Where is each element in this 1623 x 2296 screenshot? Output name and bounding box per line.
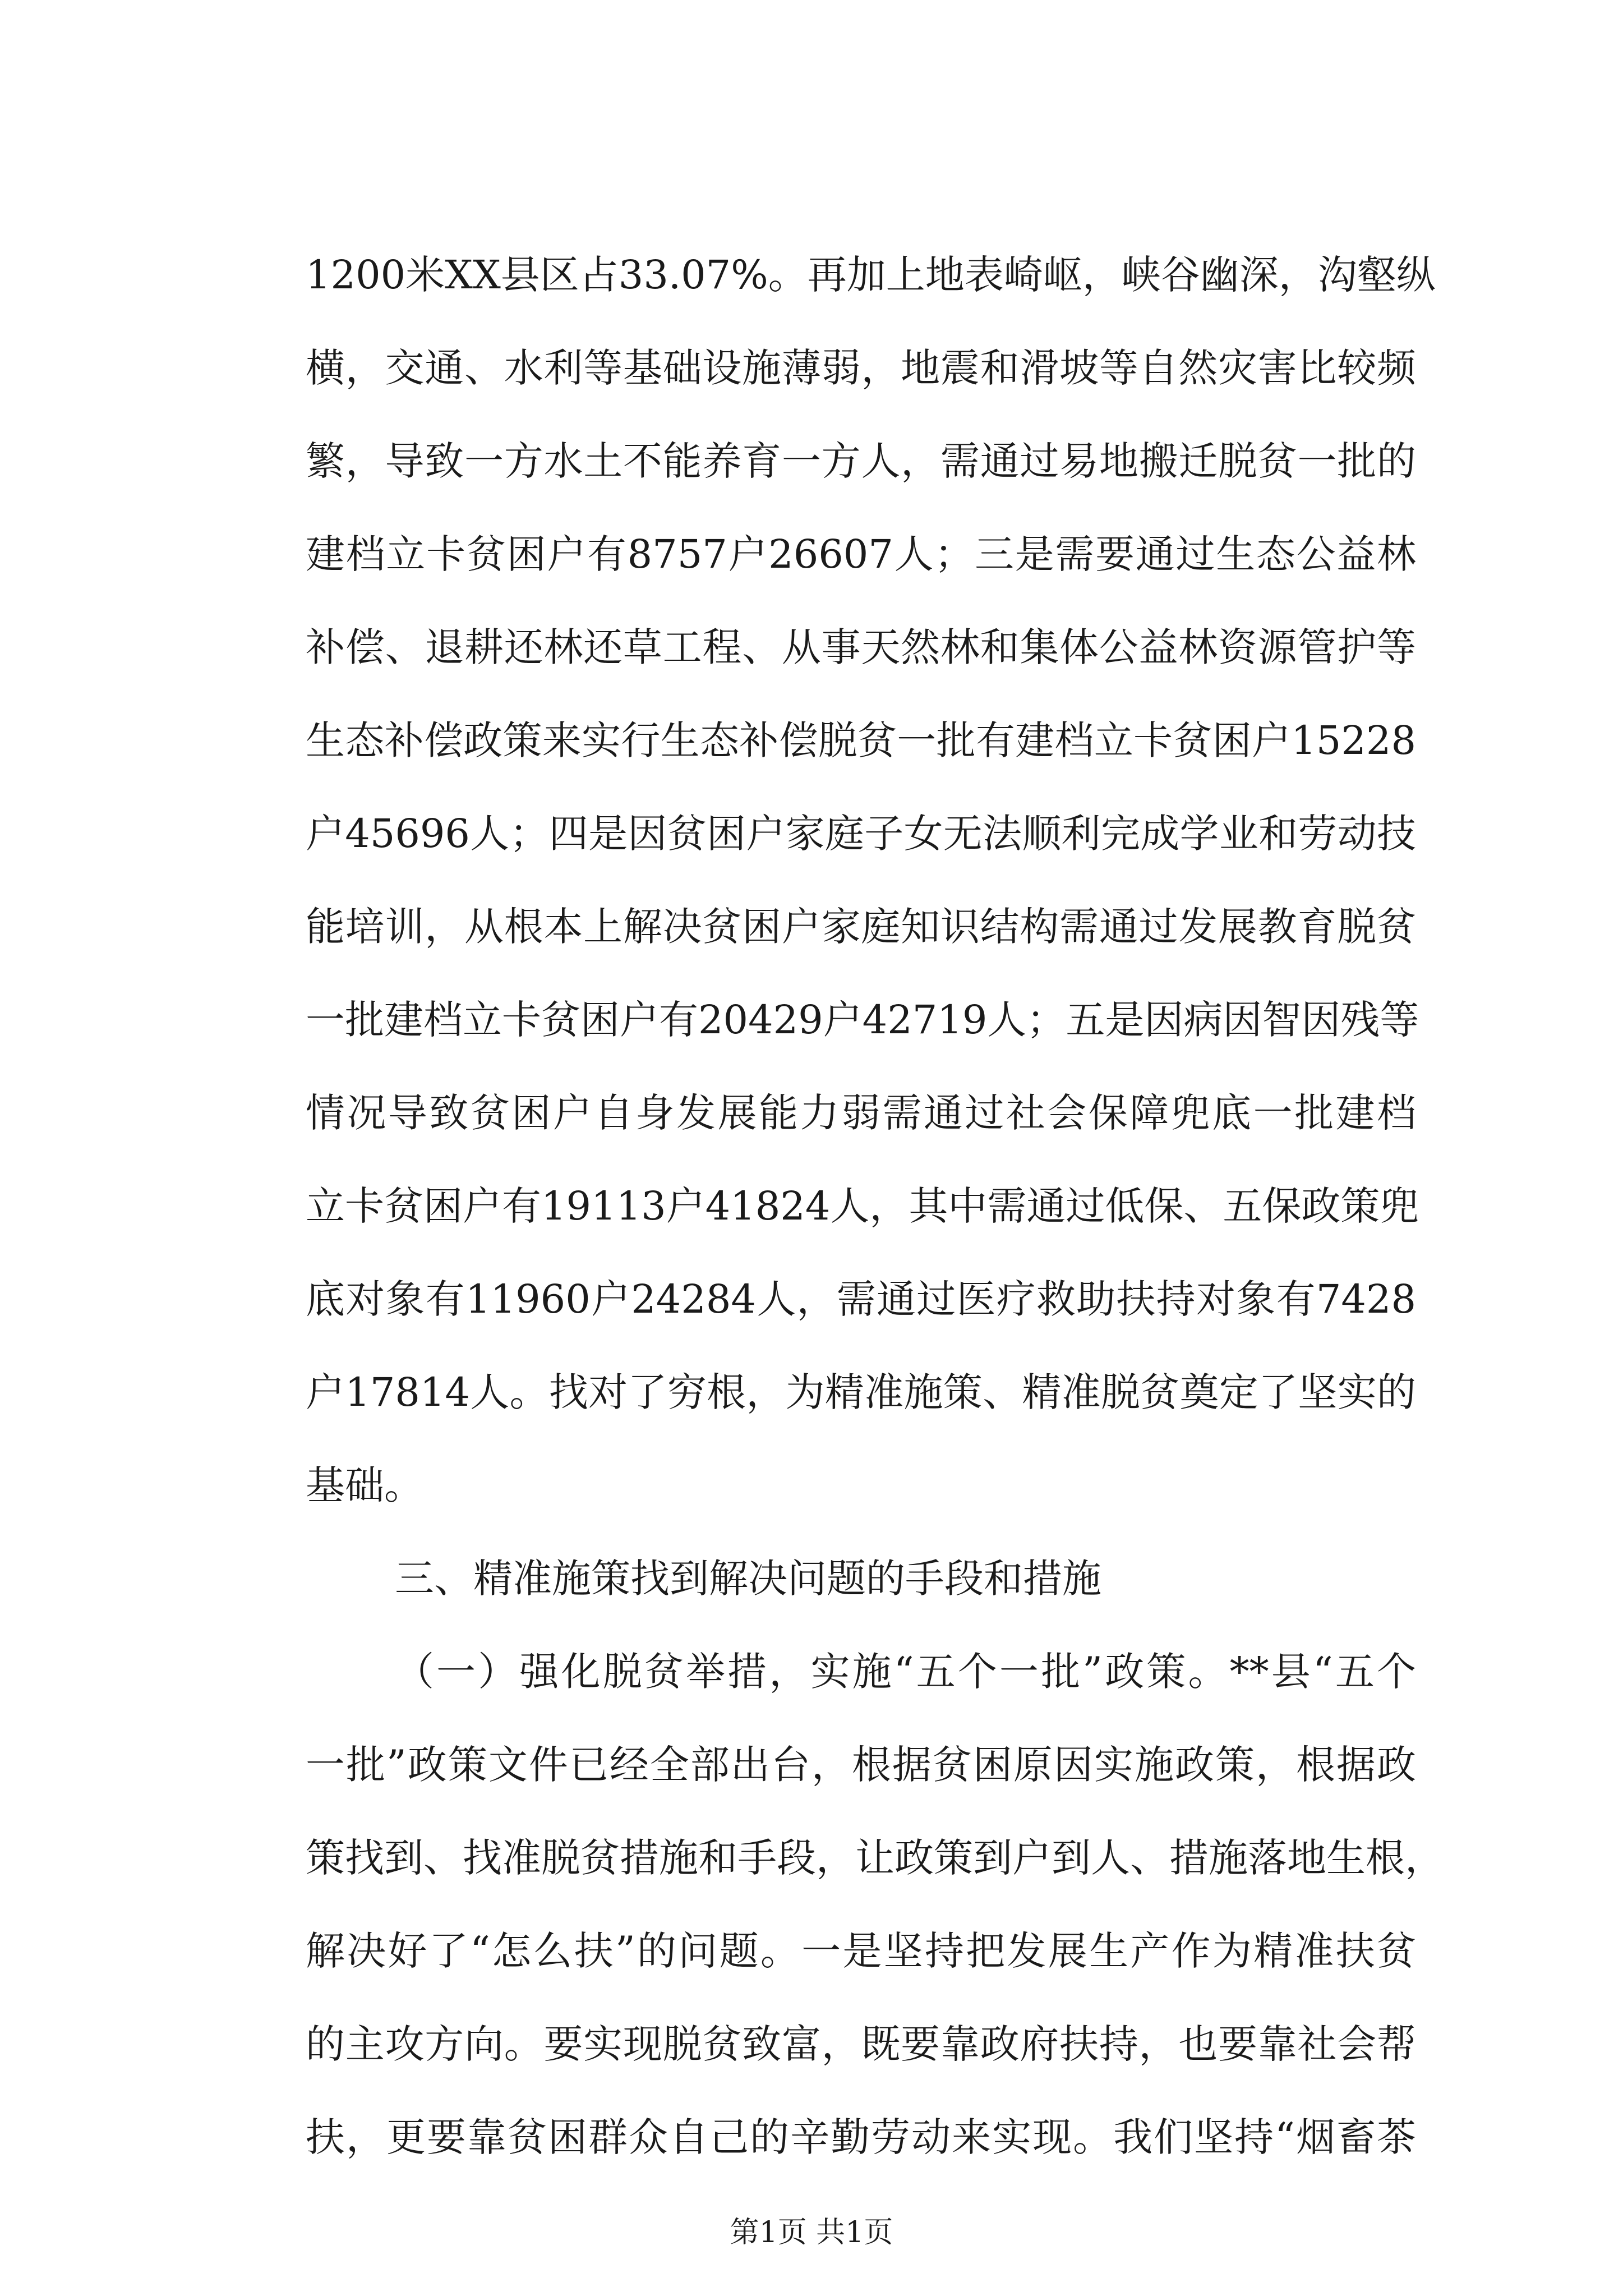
- body-line-10: 情况导致贫困户自身发展能力弱需通过社会保障兜底一批建档: [306, 1090, 1416, 1136]
- body-line-15: （一）强化脱贫举措，实施“五个一批”政策。**县“五个: [395, 1649, 1416, 1695]
- body-line-20: 扶，更要靠贫困群众自己的辛勤劳动来实现。我们坚持“烟畜茶: [306, 2114, 1416, 2160]
- body-line-8: 能培训，从根本上解决贫困户家庭知识结构需通过发展教育脱贫: [306, 904, 1416, 950]
- body-line-11: 立卡贫困户有19113户41824人，其中需通过低保、五保政策兜: [306, 1183, 1419, 1229]
- body-line-19: 的主攻方向。要实现脱贫致富，既要靠政府扶持，也要靠社会帮: [306, 2021, 1416, 2067]
- body-line-18: 解决好了“怎么扶”的问题。一是坚持把发展生产作为精准扶贫: [306, 1928, 1416, 1974]
- body-line-7: 户45696人；四是因贫困户家庭子女无法顺利完成学业和劳动技: [306, 811, 1416, 857]
- body-line-16: 一批”政策文件已经全部出台，根据贫困原因实施政策，根据政: [306, 1742, 1416, 1788]
- section-heading: 三、精准施策找到解决问题的手段和措施: [395, 1556, 1101, 1602]
- body-line-13: 户17814人。找对了穷根，为精准施策、精准脱贫奠定了坚实的: [306, 1369, 1416, 1415]
- body-line-17: 策找到、找准脱贫措施和手段，让政策到户到人、措施落地生根，: [306, 1835, 1444, 1881]
- body-line-4: 建档立卡贫困户有8757户26607人；三是需要通过生态公益林: [306, 531, 1416, 577]
- body-line-5: 补偿、退耕还林还草工程、从事天然林和集体公益林资源管护等: [306, 624, 1416, 670]
- page-footer: 第1页 共1页: [730, 2216, 893, 2249]
- body-line-2: 横，交通、水利等基础设施薄弱，地震和滑坡等自然灾害比较频: [306, 345, 1416, 391]
- body-line-12: 底对象有11960户24284人，需通过医疗救助扶持对象有7428: [306, 1276, 1416, 1322]
- body-line-1: 1200米XX县区占33.07%。再加上地表崎岖，峡谷幽深，沟壑纵: [306, 252, 1436, 298]
- body-line-3: 繁，导致一方水土不能养育一方人，需通过易地搬迁脱贫一批的: [306, 438, 1416, 484]
- body-line-9: 一批建档立卡贫困户有20429户42719人；五是因病因智因残等: [306, 997, 1419, 1043]
- body-line-14: 基础。: [306, 1462, 423, 1508]
- body-line-6: 生态补偿政策来实行生态补偿脱贫一批有建档立卡贫困户15228: [306, 717, 1416, 763]
